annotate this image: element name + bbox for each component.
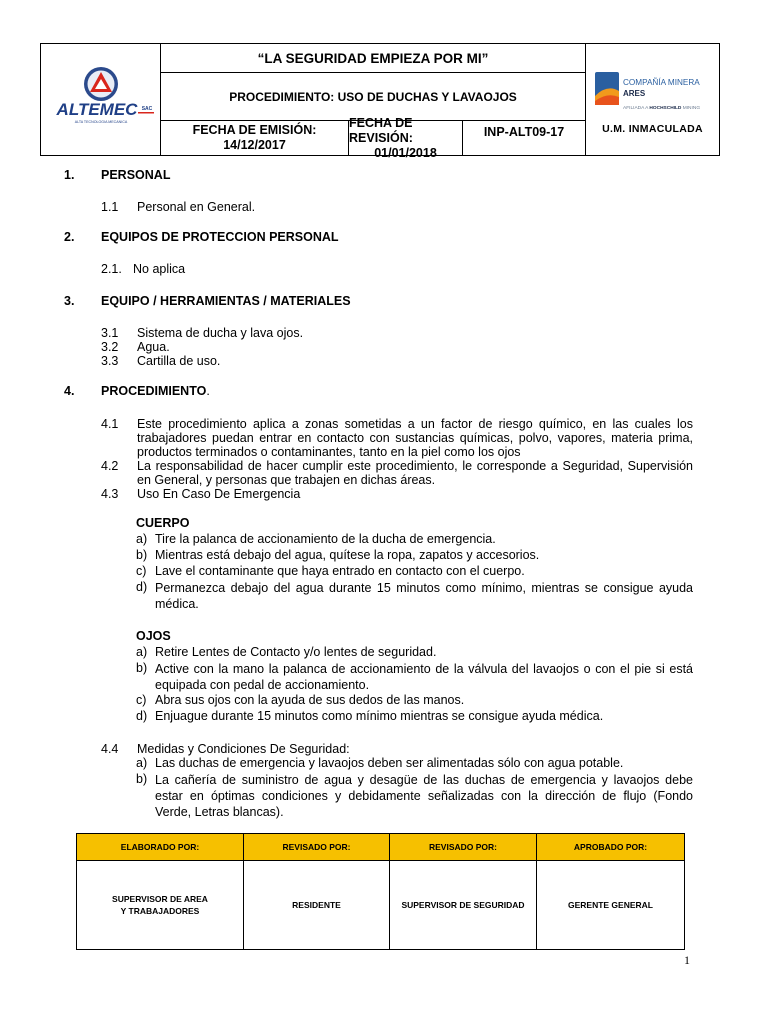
paragraph-line: Permanezca debajo del agua durante 15 minutos como mínimo, mientras se consigue ayuda <box>155 581 693 595</box>
subsection-title: OJOS <box>136 629 171 643</box>
approval-header-approved: APROBADO POR: <box>537 834 684 860</box>
list-item <box>155 772 693 820</box>
paragraph-line: Verde, Letras blancas). <box>155 805 284 819</box>
item-text: Uso En Caso De Emergencia <box>137 487 301 501</box>
approval-reviewed-by: RESIDENTE <box>292 900 341 910</box>
list-letter: d) <box>136 580 148 594</box>
item-text: Sistema de ducha y lava ojos. <box>137 326 304 340</box>
header-slogan: “LA SEGURIDAD EMPIEZA POR MI” <box>257 50 489 66</box>
section-title: EQUIPOS DE PROTECCION PERSONAL <box>101 230 339 244</box>
document-header <box>40 43 720 160</box>
section-title: PERSONAL <box>101 168 171 182</box>
svg-text:ALTA TECNOLOGIA MECANICA: ALTA TECNOLOGIA MECANICA <box>74 120 128 124</box>
revision-date: 01/01/2018 <box>374 145 437 160</box>
list-letter: c) <box>136 693 147 707</box>
emission-label: FECHA DE EMISIÓN: <box>192 123 317 137</box>
approval-prepared-by: SUPERVISOR DE AREA Y TRABAJADORES <box>112 894 208 916</box>
section-number: 1. <box>64 168 75 182</box>
ares-logo <box>585 44 720 155</box>
revision-label: FECHA DE REVISIÓN: <box>349 115 413 145</box>
list-letter: b) <box>136 661 148 675</box>
document-code: INP-ALT09-17 <box>483 125 565 139</box>
item-number: 3.2 <box>101 340 119 354</box>
list-letter: b) <box>136 548 148 562</box>
item-number: 4.1 <box>101 417 119 431</box>
approval-table <box>76 833 685 950</box>
list-letter: a) <box>136 756 148 770</box>
paragraph-line: productos terminados o contaminantes, tanto en la piel como los ojos <box>137 445 521 459</box>
item-number: 2.1. <box>101 262 122 276</box>
ares-sun-logo-icon <box>585 44 720 119</box>
list-item <box>155 661 693 693</box>
item-number: 4.4 <box>101 742 119 756</box>
list-item: Enjuague durante 15 minutos como mínimo mientras se consigue ayuda médica. <box>155 709 604 723</box>
mining-unit-label: U.M. INMACULADA <box>602 123 703 135</box>
emission-date-cell <box>161 121 348 155</box>
paragraph-line: La responsabilidad de hacer cumplir este procedimiento, le corresponde a Seguridad, Supervisión <box>137 459 693 473</box>
paragraph-4-1 <box>137 417 693 459</box>
approval-reviewed-by-2: SUPERVISOR DE SEGURIDAD <box>401 900 525 910</box>
paragraph-4-2 <box>137 459 693 487</box>
approval-header-reviewed: REVISADO POR: <box>244 834 389 860</box>
svg-text:SAC: SAC <box>141 106 153 112</box>
list-item: Mientras está debajo del agua, quítese la ropa, zapatos y accesorios. <box>155 548 540 562</box>
revision-date-cell <box>349 115 462 160</box>
item-number: 3.3 <box>101 354 119 368</box>
item-number: 1.1 <box>101 200 119 214</box>
item-number: 3.1 <box>101 326 119 340</box>
section-number: 2. <box>64 230 75 244</box>
list-item: Las duchas de emergencia y lavaojos deben ser alimentadas sólo con agua potable. <box>155 756 624 770</box>
svg-text:AFILIADA A HOCHSCHILD MINING: AFILIADA A HOCHSCHILD MINING <box>623 106 701 111</box>
item-text: Agua. <box>137 340 170 354</box>
item-text: Cartilla de uso. <box>137 354 221 368</box>
section-number: 4. <box>64 384 75 398</box>
list-item: Tire la palanca de accionamiento de la ducha de emergencia. <box>155 532 496 546</box>
paragraph-line: La cañería de suministro de agua y desagüe de las duchas de emergencia y lavaojos debe <box>155 773 693 787</box>
approval-header-prepared: ELABORADO POR: <box>77 834 243 860</box>
list-letter: a) <box>136 645 148 659</box>
paragraph-line: estar en óptimas condiciones y debidamente señalizadas con la dirección de flujo (Fondo <box>155 789 693 803</box>
svg-text:ALTEMEC: ALTEMEC <box>56 100 138 119</box>
page-number: 1 <box>684 953 690 967</box>
section-title: EQUIPO / HERRAMIENTAS / MATERIALES <box>101 294 351 308</box>
item-text: Personal en General. <box>137 200 256 214</box>
paragraph-line: equipada con pedal de accionamiento. <box>155 678 370 692</box>
approval-approved-by: GERENTE GENERAL <box>567 900 653 910</box>
emission-date: 14/12/2017 <box>223 138 286 152</box>
document-code-cell <box>463 121 585 155</box>
item-text: Medidas y Condiciones De Seguridad: <box>137 742 350 756</box>
paragraph-line: Active con la mano la palanca de accionamiento de la válvula del lavaojos o con el pie si está <box>155 662 693 676</box>
list-letter: b) <box>136 772 148 786</box>
list-item: Retire Lentes de Contacto y/o lentes de seguridad. <box>155 645 437 659</box>
list-item <box>155 580 693 612</box>
paragraph-line: Este procedimiento aplica a zonas sometidas a un factor de riesgo químico, en las cuales los <box>137 417 693 431</box>
list-letter: a) <box>136 532 148 546</box>
list-letter: d) <box>136 709 148 723</box>
paragraph-line: médica. <box>155 597 199 611</box>
procedure-title: PROCEDIMIENTO: USO DE DUCHAS Y LAVAOJOS <box>229 89 517 104</box>
paragraph-line: trabajadores puedan entrar en contacto con sustancias químicas, polvo, vapores, materia prima, <box>137 431 693 445</box>
item-number: 4.2 <box>101 459 119 473</box>
altemec-logo <box>41 44 160 155</box>
altemec-triangle-logo-icon <box>41 44 160 155</box>
svg-text:ARES: ARES <box>623 89 646 98</box>
subsection-title: CUERPO <box>136 516 190 530</box>
section-number: 3. <box>64 294 75 308</box>
section-title: PROCEDIMIENTO. <box>101 384 210 398</box>
list-item: Abra sus ojos con la ayuda de sus dedos de las manos. <box>155 693 465 707</box>
list-letter: c) <box>136 564 147 578</box>
list-item: Lave el contaminante que haya entrado en contacto con el cuerpo. <box>155 564 525 578</box>
paragraph-line: en General, y personas que trabajen en dichas áreas. <box>137 473 436 487</box>
approval-header-reviewed-2: REVISADO POR: <box>390 834 536 860</box>
svg-text:COMPAÑÍA MINERA: COMPAÑÍA MINERA <box>623 78 700 87</box>
item-number: 4.3 <box>101 487 119 501</box>
item-text: No aplica <box>133 262 186 276</box>
